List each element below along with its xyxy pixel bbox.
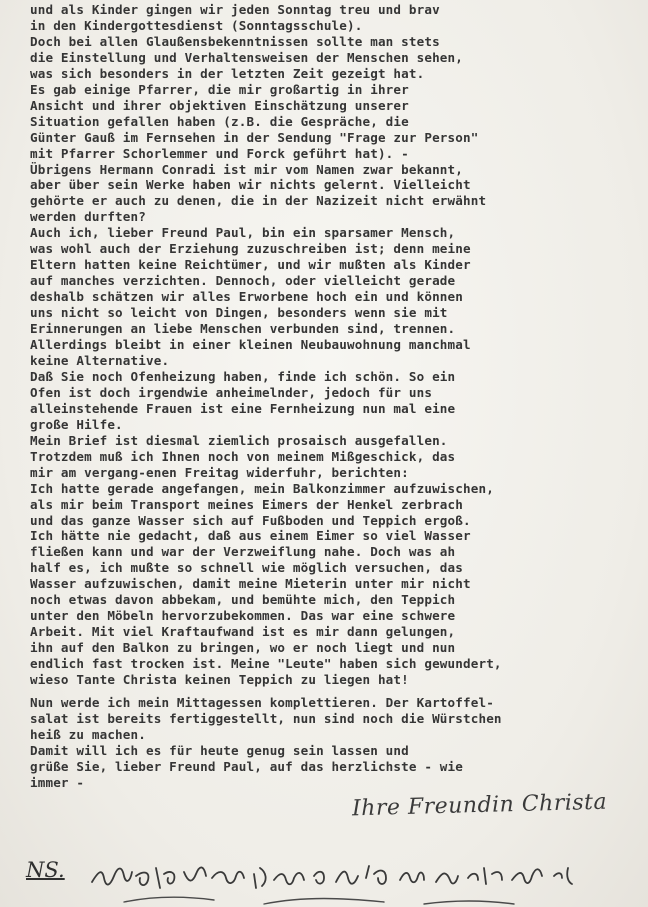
letter-line: Trotzdem muß ich Ihnen noch von meinem Mißgeschick, das (30, 448, 456, 464)
letter-line: auf manches verzichten. Dennoch, oder vielleicht gerade (30, 273, 456, 289)
letter-line: Wasser aufzuwischen, damit meine Mieterin unter mir nicht (30, 576, 471, 592)
letter-line: Ansicht und ihrer objektiven Einschätzung unserer (30, 97, 409, 113)
letter-line: alleinstehende Frauen ist eine Fernheizung nun mal eine (30, 400, 456, 416)
letter-line: uns nicht so leicht von Dingen, besonders wenn sie mit (30, 305, 448, 321)
paragraph-gap (30, 688, 640, 695)
letter-line: was wohl auch der Erziehung zuzuschreiben ist; denn meine (30, 241, 471, 257)
letter-line: als mir beim Transport meines Eimers der Henkel zerbrach (30, 496, 463, 512)
letter-line: Ofen ist doch irgendwie anheimelnder, jedoch für uns (30, 384, 433, 400)
letter-line: aber über sein Werke haben wir nichts gelernt. Vielleicht (30, 177, 471, 193)
letter-line: keine Alternative. (30, 352, 170, 368)
closing-line: heiß zu machen. (30, 726, 146, 742)
letter-line: gehörte er auch zu denen, die in der Nazizeit nicht erwähnt (30, 193, 487, 209)
letter-line: Es gab einige Pfarrer, die mir großartig in ihrer (30, 81, 409, 97)
letter-line: Arbeit. Mit viel Kraftaufwand ist es mir dann gelungen, (30, 624, 456, 640)
closing-line: grüße Sie, lieber Freund Paul, auf das herzlichste - wie (30, 758, 463, 774)
letter-line: was sich besonders in der letzten Zeit gezeigt hat. (30, 65, 425, 81)
letter-line: und das ganze Wasser sich auf Fußboden und Teppich ergoß. (30, 512, 471, 528)
handwritten-postscript-scribble (84, 838, 604, 907)
letter-line: und als Kinder gingen wir jeden Sonntag treu und brav (30, 2, 440, 17)
letter-line: Mein Brief ist diesmal ziemlich prosaisch ausgefallen. (30, 432, 448, 448)
letter-line: wieso Tante Christa keinen Teppich zu liegen hat! (30, 672, 409, 688)
postscript (26, 838, 626, 907)
letter-line: werden durften? (30, 209, 146, 225)
letter-line: Ich hätte nie gedacht, daß aus einem Eimer so viel Wasser (30, 528, 471, 544)
letter-line: mit Pfarrer Schorlemmer und Forck geführt hat). - (30, 145, 409, 161)
letter-line: Doch bei allen Glaußensbekenntnissen sollte man stets (30, 33, 440, 49)
letter-line: fließen kann und war der Verzweiflung nahe. Doch was ah (30, 544, 456, 560)
letter-line: noch etwas davon abbekam, und bemühte mich, den Teppich (30, 592, 456, 608)
letter-line: Daß Sie noch Ofenheizung haben, finde ich schön. So ein (30, 368, 456, 384)
letter-line: Allerdings bleibt in einer kleinen Neubauwohnung manchmal (30, 337, 471, 353)
closing-line: salat ist bereits fertiggestellt, nun sind noch die Würstchen (30, 710, 502, 726)
closing-line: Damit will ich es für heute genug sein lassen und (30, 742, 409, 758)
postscript-label: NS. (26, 858, 65, 882)
letter-line: deshalb schätzen wir alles Erworbene hoch ein und können (30, 289, 463, 305)
letter-line: Auch ich, lieber Freund Paul, bin ein sparsamer Mensch, (30, 225, 456, 241)
closing-line: immer - (30, 774, 85, 790)
letter-line: unter den Möbeln hervorzubekommen. Das war eine schwere (30, 608, 456, 624)
letter-line: Eltern hatten keine Reichtümer, und wir mußten als Kinder (30, 257, 471, 273)
handwritten-signature: Ihre Freundin Christa (351, 789, 608, 822)
closing-line: Nun werde ich mein Mittagessen komplettieren. Der Kartoffel- (30, 694, 494, 710)
letter-line: Situation gefallen haben (z.B. die Gespräche, die (30, 113, 409, 129)
letter-line: endlich fast trocken ist. Meine "Leute" haben sich gewundert, (30, 656, 502, 672)
letter-line: Erinnerungen an liebe Menschen verbunden sind, trennen. (30, 321, 456, 337)
letter-line: Günter Gauß im Fernsehen in der Sendung "Frage zur Person" (30, 129, 479, 145)
letter-line: Ich hatte gerade angefangen, mein Balkonzimmer aufzuwischen, (30, 480, 494, 496)
letter-line: große Hilfe. (30, 416, 123, 432)
letter-line: in den Kindergottesdienst (Sonntagsschule). (30, 17, 363, 33)
letter-line: Übrigens Hermann Conradi ist mir vom Namen zwar bekannt, (30, 161, 463, 177)
letter-line: half es, ich mußte so schnell wie möglich versuchen, das (30, 560, 463, 576)
letter-line: ihn auf den Balkon zu bringen, wo er noch liegt und nun (30, 640, 456, 656)
letter-line: die Einstellung und Verhaltensweisen der Menschen sehen, (30, 49, 463, 65)
letter-body (30, 2, 640, 791)
letter-line: mir am vergang-enen Freitag widerfuhr, berichten: (30, 464, 409, 480)
